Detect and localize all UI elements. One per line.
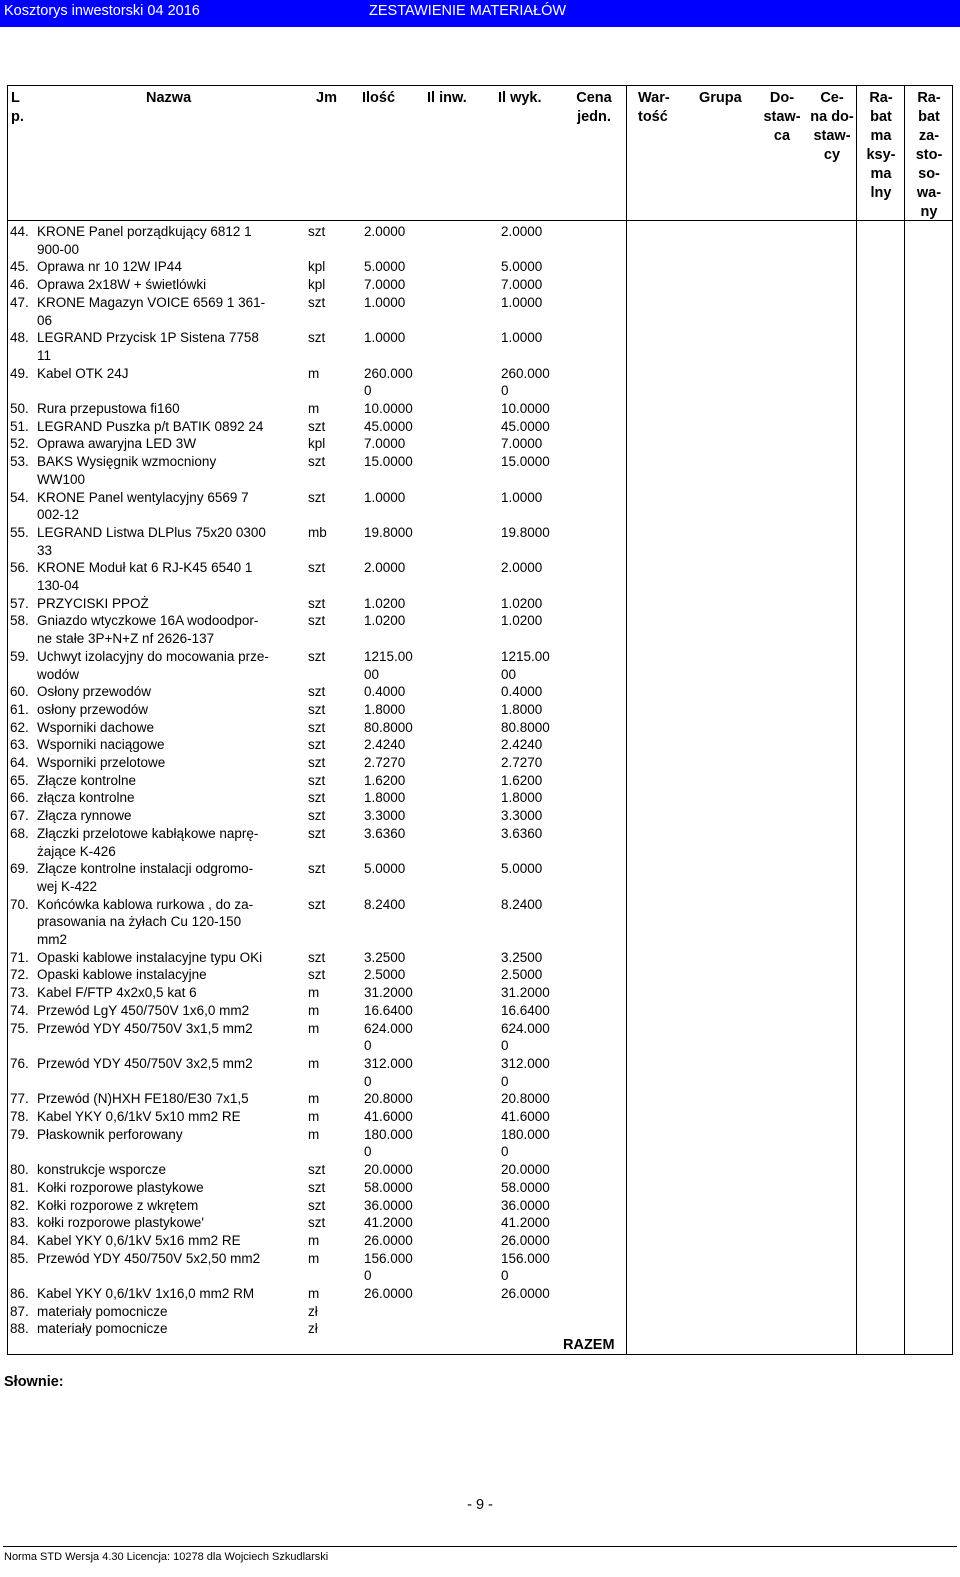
row-name: Kabel YKY 0,6/1kV 1x16,0 mm2 RM bbox=[37, 1286, 255, 1301]
row-name: Opaski kablowe instalacyjne bbox=[37, 967, 207, 983]
row-name: LEGRAND Puszka p/t BATIK 0892 24 bbox=[37, 418, 264, 434]
row-name: Złącze kontrolne instalacji odgromo- wej K-422 bbox=[37, 861, 254, 894]
table-row bbox=[8, 1232, 948, 1250]
row-name: Uchwyt izolacyjny do mocowania prze- wodów bbox=[37, 648, 269, 682]
row-quantity: 1.8000 bbox=[364, 701, 406, 717]
row-unit: szt bbox=[308, 294, 326, 310]
document-header bbox=[0, 0, 960, 27]
row-lp: 80. bbox=[10, 1162, 29, 1178]
table-header-separator bbox=[8, 220, 952, 221]
row-investor-quantity: 19.8000 bbox=[501, 524, 550, 540]
row-quantity: 58.0000 bbox=[364, 1179, 413, 1195]
row-name: Wsporniki naciągowe bbox=[37, 737, 165, 753]
row-quantity: 5.0000 bbox=[364, 259, 406, 275]
row-investor-quantity: 80.8000 bbox=[501, 719, 550, 735]
table-row bbox=[8, 1303, 948, 1321]
table-row bbox=[8, 435, 948, 453]
row-lp: 69. bbox=[10, 861, 29, 877]
row-lp: 57. bbox=[10, 595, 29, 611]
table-row bbox=[8, 736, 948, 754]
row-unit: szt bbox=[308, 772, 326, 788]
row-unit: szt bbox=[308, 1215, 326, 1231]
row-name: złącza kontrolne bbox=[37, 790, 135, 806]
row-quantity: 3.6360 bbox=[364, 825, 406, 841]
row-name: Złączki przelotowe kabłąkowe naprę- żające K-426 bbox=[37, 825, 259, 859]
row-name: kołki rozporowe plastykowe' bbox=[37, 1215, 204, 1231]
table-row bbox=[8, 1285, 948, 1303]
row-lp: 50. bbox=[10, 401, 29, 416]
row-name: Złącza rynnowe bbox=[37, 808, 132, 824]
row-lp: 77. bbox=[10, 1091, 29, 1107]
table-row bbox=[8, 896, 948, 949]
row-name: Wsporniki dachowe bbox=[37, 719, 155, 735]
row-name: Kabel F/FTP 4x2x0,5 kat 6 bbox=[37, 985, 197, 1001]
row-name: Końcówka kablowa rurkowa , do za- prasowania na żyłach Cu 120-150 mm2 bbox=[37, 896, 254, 947]
row-lp: 85. bbox=[10, 1250, 29, 1266]
col-header-dostawca: Do- staw- ca bbox=[763, 90, 801, 144]
row-investor-quantity: 45.0000 bbox=[501, 418, 550, 434]
row-investor-quantity: 58.0000 bbox=[501, 1179, 550, 1195]
row-unit: m bbox=[308, 1020, 320, 1036]
page-number: - 9 - bbox=[467, 1497, 493, 1513]
row-investor-quantity: 26.0000 bbox=[501, 1232, 550, 1248]
row-unit: szt bbox=[308, 454, 326, 470]
table-row bbox=[8, 418, 948, 436]
row-unit: mb bbox=[308, 524, 327, 540]
row-name: Kabel OTK 24J bbox=[37, 365, 129, 381]
row-unit: szt bbox=[308, 967, 326, 983]
row-quantity: 3.3000 bbox=[364, 808, 406, 824]
row-quantity: 36.0000 bbox=[364, 1197, 413, 1213]
row-investor-quantity: 2.4240 bbox=[501, 737, 543, 753]
row-lp: 54. bbox=[10, 489, 29, 505]
row-name: Przewód YDY 450/750V 5x2,50 mm2 bbox=[37, 1250, 261, 1266]
row-investor-quantity: 3.2500 bbox=[501, 949, 543, 965]
table-row bbox=[8, 1214, 948, 1232]
row-quantity: 20.8000 bbox=[364, 1091, 413, 1107]
table-row bbox=[8, 1090, 948, 1108]
row-lp: 88. bbox=[10, 1321, 29, 1337]
table-row bbox=[8, 966, 948, 984]
row-lp: 62. bbox=[10, 719, 29, 735]
row-investor-quantity: 156.000 0 bbox=[501, 1250, 550, 1284]
row-investor-quantity: 2.5000 bbox=[501, 967, 543, 983]
row-name: Przewód (N)HXH FE180/E30 7x1,5 bbox=[37, 1091, 249, 1107]
table-row bbox=[8, 683, 948, 701]
row-investor-quantity: 7.0000 bbox=[501, 436, 543, 452]
table-row bbox=[8, 595, 948, 613]
amount-in-words-label: Słownie: bbox=[4, 1374, 64, 1390]
col-header-nazwa: Nazwa bbox=[146, 90, 192, 106]
row-unit: m bbox=[308, 1250, 320, 1266]
row-quantity: 5.0000 bbox=[364, 861, 406, 877]
total-label: RAZEM bbox=[563, 1337, 615, 1353]
col-header-cena: Cena jedn. bbox=[576, 90, 612, 125]
table-row bbox=[8, 719, 948, 737]
row-name: BAKS Wysięgnik wzmocniony WW100 bbox=[37, 454, 217, 487]
row-unit: szt bbox=[308, 418, 326, 434]
row-unit: kpl bbox=[308, 259, 326, 275]
table-row bbox=[8, 1108, 948, 1126]
row-lp: 70. bbox=[10, 896, 29, 912]
row-name: Kołki rozporowe plastykowe bbox=[37, 1179, 204, 1195]
row-quantity: 45.0000 bbox=[364, 418, 413, 434]
footer-rule bbox=[3, 1546, 957, 1547]
row-quantity: 16.6400 bbox=[364, 1002, 413, 1018]
col-header-wartosc: War- tość bbox=[638, 90, 670, 125]
row-quantity: 1.6200 bbox=[364, 772, 406, 788]
row-quantity: 15.0000 bbox=[364, 454, 413, 470]
row-unit: szt bbox=[308, 489, 326, 505]
row-investor-quantity: 20.8000 bbox=[501, 1091, 550, 1107]
table-row bbox=[8, 1250, 948, 1285]
table-row bbox=[8, 1126, 948, 1161]
row-quantity: 312.000 0 bbox=[364, 1055, 413, 1089]
row-unit: m bbox=[308, 1286, 320, 1301]
row-name: Przewód YDY 450/750V 3x1,5 mm2 bbox=[37, 1020, 253, 1036]
table-row bbox=[8, 754, 948, 772]
row-unit: zł bbox=[308, 1321, 318, 1337]
row-lp: 84. bbox=[10, 1232, 29, 1248]
row-lp: 81. bbox=[10, 1179, 29, 1195]
row-quantity: 2.7270 bbox=[364, 755, 406, 770]
row-unit: szt bbox=[308, 330, 326, 346]
table-row bbox=[8, 1055, 948, 1090]
row-unit: m bbox=[308, 985, 320, 1001]
row-lp: 83. bbox=[10, 1215, 29, 1231]
row-investor-quantity: 3.3000 bbox=[501, 808, 543, 824]
row-name: Przewód LgY 450/750V 1x6,0 mm2 bbox=[37, 1002, 250, 1018]
row-quantity: 0.4000 bbox=[364, 684, 406, 700]
row-quantity: 8.2400 bbox=[364, 896, 406, 912]
row-name: Płaskownik perforowany bbox=[37, 1126, 183, 1142]
row-lp: 51. bbox=[10, 418, 29, 434]
row-lp: 44. bbox=[10, 224, 29, 239]
row-investor-quantity: 5.0000 bbox=[501, 259, 543, 275]
row-name: PRZYCISKI PPOŻ bbox=[37, 595, 149, 611]
row-quantity: 10.0000 bbox=[364, 401, 413, 416]
row-unit: szt bbox=[308, 224, 326, 239]
table-row bbox=[8, 1020, 948, 1055]
row-unit: szt bbox=[308, 719, 326, 735]
row-unit: szt bbox=[308, 790, 326, 806]
row-investor-quantity: 1.0000 bbox=[501, 294, 543, 310]
row-lp: 64. bbox=[10, 755, 29, 770]
row-quantity: 2.5000 bbox=[364, 967, 406, 983]
row-lp: 49. bbox=[10, 365, 29, 381]
row-lp: 87. bbox=[10, 1303, 29, 1319]
row-name: Przewód YDY 450/750V 3x2,5 mm2 bbox=[37, 1055, 253, 1071]
row-name: Osłony przewodów bbox=[37, 684, 152, 700]
row-unit: m bbox=[308, 1002, 320, 1018]
row-name: Opaski kablowe instalacyjne typu OKi bbox=[37, 949, 263, 965]
row-lp: 73. bbox=[10, 985, 29, 1001]
row-investor-quantity: 7.0000 bbox=[501, 277, 543, 293]
row-lp: 52. bbox=[10, 436, 29, 452]
row-unit: kpl bbox=[308, 436, 326, 452]
row-unit: m bbox=[308, 401, 320, 416]
row-name: Oprawa nr 10 12W IP44 bbox=[37, 259, 182, 275]
col-header-jm: Jm bbox=[316, 90, 337, 106]
row-lp: 55. bbox=[10, 524, 29, 540]
row-name: materiały pomocnicze bbox=[37, 1321, 168, 1337]
col-header-lp: L p. bbox=[11, 90, 24, 125]
row-name: Złącze kontrolne bbox=[37, 772, 137, 788]
col-header-il-inw: Il inw. bbox=[427, 90, 467, 106]
row-quantity: 26.0000 bbox=[364, 1286, 413, 1301]
table-row bbox=[8, 258, 948, 276]
row-unit: szt bbox=[308, 808, 326, 824]
row-quantity: 26.0000 bbox=[364, 1232, 413, 1248]
row-lp: 65. bbox=[10, 772, 29, 788]
table-row bbox=[8, 276, 948, 294]
row-quantity: 80.8000 bbox=[364, 719, 413, 735]
row-quantity: 2.0000 bbox=[364, 224, 406, 239]
row-quantity: 2.0000 bbox=[364, 560, 406, 576]
row-lp: 72. bbox=[10, 967, 29, 983]
row-unit: zł bbox=[308, 1303, 318, 1319]
row-investor-quantity: 26.0000 bbox=[501, 1286, 550, 1301]
row-lp: 45. bbox=[10, 259, 29, 275]
table-row bbox=[8, 559, 948, 594]
row-quantity: 1.8000 bbox=[364, 790, 406, 806]
table-row bbox=[8, 1002, 948, 1020]
row-quantity: 7.0000 bbox=[364, 277, 406, 293]
row-investor-quantity: 5.0000 bbox=[501, 861, 543, 877]
row-unit: m bbox=[308, 1109, 320, 1124]
row-investor-quantity: 8.2400 bbox=[501, 896, 543, 912]
row-investor-quantity: 16.6400 bbox=[501, 1002, 550, 1018]
row-investor-quantity: 1.0200 bbox=[501, 595, 543, 611]
row-lp: 58. bbox=[10, 613, 29, 629]
row-unit: szt bbox=[308, 737, 326, 753]
row-quantity: 624.000 0 bbox=[364, 1020, 413, 1054]
row-name: osłony przewodów bbox=[37, 701, 149, 717]
row-quantity: 41.2000 bbox=[364, 1215, 413, 1231]
row-investor-quantity: 2.0000 bbox=[501, 224, 543, 239]
row-lp: 82. bbox=[10, 1197, 29, 1213]
row-lp: 76. bbox=[10, 1055, 29, 1071]
row-investor-quantity: 31.2000 bbox=[501, 985, 550, 1001]
row-quantity: 7.0000 bbox=[364, 436, 406, 452]
row-investor-quantity: 1215.00 00 bbox=[501, 648, 550, 682]
row-lp: 79. bbox=[10, 1126, 29, 1142]
row-investor-quantity: 0.4000 bbox=[501, 684, 543, 700]
row-quantity: 20.0000 bbox=[364, 1162, 413, 1178]
row-unit: m bbox=[308, 365, 320, 381]
table-row bbox=[8, 329, 948, 364]
row-investor-quantity: 1.6200 bbox=[501, 772, 543, 788]
row-lp: 67. bbox=[10, 808, 29, 824]
row-quantity: 1.0000 bbox=[364, 330, 406, 346]
footer-license: Norma STD Wersja 4.30 Licencja: 10278 dla Wojciech Szkudlarski bbox=[4, 1551, 329, 1563]
row-quantity: 19.8000 bbox=[364, 524, 413, 540]
row-unit: szt bbox=[308, 613, 326, 629]
materials-table bbox=[7, 85, 953, 1355]
table-row bbox=[8, 1197, 948, 1215]
row-name: KRONE Magazyn VOICE 6569 1 361- 06 bbox=[37, 294, 266, 328]
row-name: LEGRAND Przycisk 1P Sistena 7758 11 bbox=[37, 330, 259, 363]
col-header-ilosc: Ilość bbox=[362, 90, 396, 106]
row-name: Oprawa 2x18W + świetlówki bbox=[37, 277, 207, 293]
col-header-rabat-maksymalny: Ra- bat ma ksy- ma lny bbox=[866, 90, 896, 201]
col-header-rabat-zastosowany: Ra- bat za- sto- so- wa- ny bbox=[915, 90, 943, 220]
table-row bbox=[8, 612, 948, 647]
row-name: materiały pomocnicze bbox=[37, 1303, 168, 1319]
row-lp: 74. bbox=[10, 1002, 29, 1018]
row-unit: szt bbox=[308, 1162, 326, 1178]
row-investor-quantity: 312.000 0 bbox=[501, 1055, 550, 1089]
table-row bbox=[8, 365, 948, 400]
section-title: ZESTAWIENIE MATERIAŁÓW bbox=[369, 3, 567, 19]
row-quantity: 1.0000 bbox=[364, 489, 406, 505]
row-quantity: 156.000 0 bbox=[364, 1250, 413, 1284]
row-lp: 86. bbox=[10, 1286, 29, 1301]
row-unit: szt bbox=[308, 896, 326, 912]
row-investor-quantity: 1.0000 bbox=[501, 330, 543, 346]
row-name: Kołki rozporowe z wkrętem bbox=[37, 1197, 199, 1213]
row-quantity: 180.000 0 bbox=[364, 1126, 413, 1160]
row-name: Gniazdo wtyczkowe 16A wodoodpor- ne stałe 3P+N+Z nf 2626-137 bbox=[37, 613, 259, 647]
row-unit: szt bbox=[308, 560, 326, 576]
row-unit: szt bbox=[308, 755, 326, 770]
table-row bbox=[8, 223, 948, 258]
table-row bbox=[8, 1320, 948, 1338]
row-unit: kpl bbox=[308, 277, 326, 293]
row-quantity: 1.0200 bbox=[364, 595, 406, 611]
row-investor-quantity: 1.0000 bbox=[501, 489, 543, 505]
row-name: Rura przepustowa fi160 bbox=[37, 401, 180, 416]
row-unit: szt bbox=[308, 949, 326, 965]
row-name: Wsporniki przelotowe bbox=[37, 755, 166, 770]
row-lp: 61. bbox=[10, 701, 29, 717]
row-quantity: 31.2000 bbox=[364, 985, 413, 1001]
row-investor-quantity: 1.8000 bbox=[501, 790, 543, 806]
row-investor-quantity: 2.0000 bbox=[501, 560, 543, 576]
col-header-cena-dostawcy: Ce- na do- staw- cy bbox=[810, 90, 854, 163]
row-investor-quantity: 3.6360 bbox=[501, 825, 543, 841]
row-lp: 68. bbox=[10, 825, 29, 841]
row-unit: m bbox=[308, 1126, 320, 1142]
col-header-il-wyk: Il wyk. bbox=[498, 90, 542, 106]
row-quantity: 3.2500 bbox=[364, 949, 406, 965]
row-name: konstrukcje wsporcze bbox=[37, 1162, 167, 1178]
row-name: KRONE Panel porządkujący 6812 1 900-00 bbox=[37, 224, 252, 257]
row-investor-quantity: 41.6000 bbox=[501, 1109, 550, 1124]
row-name: Kabel YKY 0,6/1kV 5x16 mm2 RE bbox=[37, 1232, 241, 1248]
row-unit: szt bbox=[308, 701, 326, 717]
table-row bbox=[8, 825, 948, 860]
row-investor-quantity: 180.000 0 bbox=[501, 1126, 550, 1160]
row-lp: 75. bbox=[10, 1020, 29, 1036]
row-name: Kabel YKY 0,6/1kV 5x10 mm2 RE bbox=[37, 1109, 241, 1124]
row-lp: 71. bbox=[10, 949, 29, 965]
row-investor-quantity: 624.000 0 bbox=[501, 1020, 550, 1054]
row-investor-quantity: 1.0200 bbox=[501, 613, 543, 629]
row-name: KRONE Moduł kat 6 RJ-K45 6540 1 130-04 bbox=[37, 560, 253, 593]
table-row bbox=[8, 1161, 948, 1179]
table-row bbox=[8, 1179, 948, 1197]
col-header-grupa: Grupa bbox=[699, 90, 742, 106]
table-row bbox=[8, 524, 948, 559]
row-unit: szt bbox=[308, 595, 326, 611]
row-investor-quantity: 15.0000 bbox=[501, 454, 550, 470]
row-unit: szt bbox=[308, 825, 326, 841]
row-lp: 59. bbox=[10, 648, 29, 664]
row-lp: 47. bbox=[10, 294, 29, 310]
row-lp: 46. bbox=[10, 277, 29, 293]
table-row bbox=[8, 489, 948, 524]
row-quantity: 2.4240 bbox=[364, 737, 406, 753]
table-row bbox=[8, 400, 948, 418]
row-quantity: 260.000 0 bbox=[364, 365, 413, 399]
row-quantity: 1.0200 bbox=[364, 613, 406, 629]
row-investor-quantity: 36.0000 bbox=[501, 1197, 550, 1213]
table-row bbox=[8, 294, 948, 329]
row-quantity: 1.0000 bbox=[364, 294, 406, 310]
row-unit: m bbox=[308, 1091, 320, 1107]
row-quantity: 1215.00 00 bbox=[364, 648, 413, 682]
row-lp: 56. bbox=[10, 560, 29, 576]
row-investor-quantity: 260.000 0 bbox=[501, 365, 550, 399]
table-row bbox=[8, 984, 948, 1002]
row-lp: 60. bbox=[10, 684, 29, 700]
row-lp: 66. bbox=[10, 790, 29, 806]
row-investor-quantity: 1.8000 bbox=[501, 701, 543, 717]
table-row bbox=[8, 453, 948, 488]
row-lp: 48. bbox=[10, 330, 29, 346]
table-row bbox=[8, 701, 948, 719]
row-unit: szt bbox=[308, 861, 326, 877]
table-row bbox=[8, 949, 948, 967]
row-lp: 78. bbox=[10, 1109, 29, 1124]
row-unit: szt bbox=[308, 648, 326, 664]
row-investor-quantity: 41.2000 bbox=[501, 1215, 550, 1231]
row-name: Oprawa awaryjna LED 3W bbox=[37, 436, 197, 452]
row-name: KRONE Panel wentylacyjny 6569 7 002-12 bbox=[37, 489, 249, 523]
row-investor-quantity: 2.7270 bbox=[501, 755, 543, 770]
document-title: Kosztorys inwestorski 04 2016 bbox=[4, 3, 200, 19]
row-unit: szt bbox=[308, 1197, 326, 1213]
row-lp: 53. bbox=[10, 454, 29, 470]
row-unit: m bbox=[308, 1055, 320, 1071]
row-unit: m bbox=[308, 1232, 320, 1248]
row-unit: szt bbox=[308, 684, 326, 700]
table-row bbox=[8, 860, 948, 895]
table-row bbox=[8, 772, 948, 790]
row-lp: 63. bbox=[10, 737, 29, 753]
table-row bbox=[8, 789, 948, 807]
row-name: LEGRAND Listwa DLPlus 75x20 0300 33 bbox=[37, 524, 266, 558]
table-row bbox=[8, 807, 948, 825]
row-unit: szt bbox=[308, 1179, 326, 1195]
table-row bbox=[8, 648, 948, 683]
row-investor-quantity: 20.0000 bbox=[501, 1162, 550, 1178]
row-investor-quantity: 10.0000 bbox=[501, 401, 550, 416]
row-quantity: 41.6000 bbox=[364, 1109, 413, 1124]
